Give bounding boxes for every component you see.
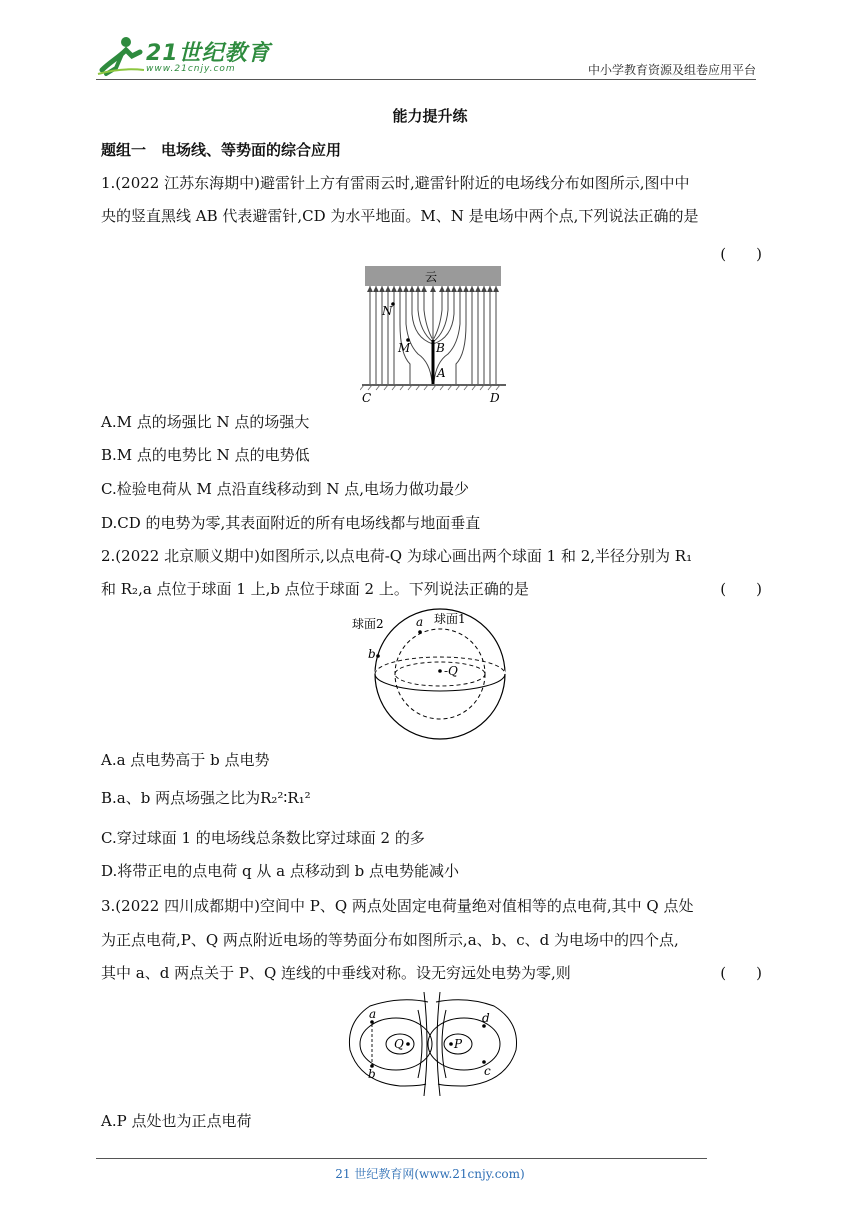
label-c: c [484,1064,491,1078]
header-divider [96,79,756,80]
label-n: N [382,304,393,318]
q2-option-d: D.将带正电的点电荷 q 从 a 点移动到 b 点电势能减小 [101,862,460,880]
label-b: B [436,341,445,355]
footer-text[interactable]: 21 世纪教育网(www.21cnjy.com) [335,1167,525,1181]
label-a: A [437,366,446,380]
point-b [376,654,380,658]
label-q: Q [394,1037,404,1051]
point-a [418,630,422,634]
q3-stem-line1: 3.(2022 四川成都期中)空间中 P、Q 两点处固定电荷量绝对值相等的点电荷,其中 Q 点处 [101,897,694,915]
label-a: a [369,1007,377,1021]
charge-point [438,669,442,673]
q3-figure [340,990,526,1098]
q3-answer-paren: ( ) [720,964,762,982]
logo-text: 21世纪教育 [146,41,271,66]
q2-stem-line2: 和 R₂,a 点位于球面 1 上,b 点位于球面 2 上。下列说法正确的是 [101,580,529,598]
q1-option-b: B.M 点的电势比 N 点的电势低 [101,446,310,464]
logo-url: www.21cnjy.com [146,64,236,74]
q2-stem-line1: 2.(2022 北京顺义期中)如图所示,以点电荷-Q 为球心画出两个球面 1 和 2,半径分别为 R₁ [101,547,693,565]
q3-stem-line3: 其中 a、d 两点关于 P、Q 连线的中垂线对称。设无穷远处电势为零,则 [101,964,571,982]
q2-figure [350,604,520,744]
group-title: 题组一 电场线、等势面的综合应用 [101,141,342,159]
header-platform-text: 中小学教育资源及组卷应用平台 [587,63,756,77]
label-sphere1: 球面1 [434,612,466,626]
label-charge: -Q [444,664,458,678]
label-b: b [368,1067,376,1081]
label-b: b [368,647,376,661]
q1-answer-paren: ( ) [720,245,762,263]
q1-option-d: D.CD 的电势为零,其表面附近的所有电场线都与地面垂直 [101,514,481,532]
q1-stem-line1: 1.(2022 江苏东海期中)避雷针上方有雷雨云时,避雷针附近的电场线分布如图所示,图中中 [101,174,690,192]
label-p: P [454,1037,463,1051]
q1-option-c: C.检验电荷从 M 点沿直线移动到 N 点,电场力做功最少 [101,480,470,498]
q1-figure [360,264,510,406]
charge-q [406,1042,410,1046]
label-sphere2: 球面2 [352,617,384,631]
footer-divider [96,1158,707,1159]
label-d: d [482,1011,490,1025]
label-a: a [416,615,424,629]
page-title: 能力提升练 [392,107,468,125]
runner-logo-icon [96,34,146,78]
label-cloud: 云 [425,270,438,284]
label-d: D [490,391,500,405]
q2-option-c: C.穿过球面 1 的电场线总条数比穿过球面 2 的多 [101,829,425,847]
q3-stem-line2: 为正点电荷,P、Q 两点附近电场的等势面分布如图所示,a、b、c、d 为电场中的四个点, [101,931,679,949]
q1-stem-line2: 央的竖直黑线 AB 代表避雷针,CD 为水平地面。M、N 是电场中两个点,下列说法正确的是 [101,207,699,225]
q2-option-b: B.a、b 两点场强之比为R₂²∶R₁² [101,789,311,807]
charge-p [449,1042,453,1046]
label-c: C [362,391,372,405]
q3-option-a: A.P 点处也为正点电荷 [101,1112,252,1130]
label-m: M [398,341,411,355]
sphere-1 [395,629,485,719]
q2-answer-paren: ( ) [720,580,762,598]
q2-option-a: A.a 点电势高于 b 点电势 [101,751,270,769]
q1-option-a: A.M 点的场强比 N 点的场强大 [101,413,310,431]
